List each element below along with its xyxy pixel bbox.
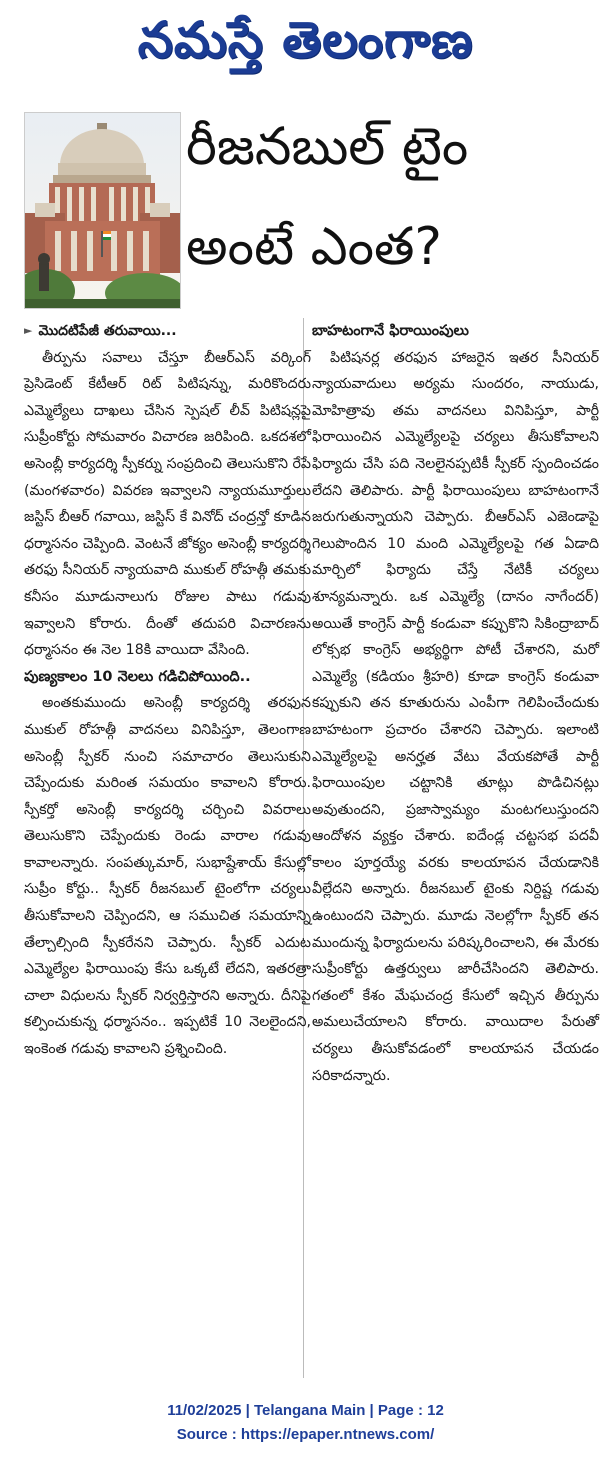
continued-label <box>24 318 311 345</box>
footer-source[interactable]: Source : https://epaper.ntnews.com/ <box>176 1426 435 1443</box>
left-paragraph-2: అంతకుముందు అసెంబ్లీ కార్యదర్శి తరఫున ముకుల్ రోహత్గీ వాదనలు వినిపిస్తూ, తెలంగాణ అసెంబ్లీ స్పీకర్ నుంచి సమాచారం తెలుసుకుని చెప్పేందుకు మరింత సమయం కావాలని కోరారు. స్పీకర్తో అసెంబ్లీ కార్యదర్శి చర్చించి వివరాలు తెలుసుకొని చెప్పేందుకు రెండు వారాల గడువు కావాలన్నారు. సంపత్కుమార్, సుభాష్దేశాయ్ కేసుల్లో సుప్రీం కోర్టు.. స్పీకర్ రీజనబుల్ టైంలోగా చర్యలు తీసుకోవాలని చెప్పిందని, ఆ సముచిత సమయాన్ని తేల్చాల్సింది స్పీకరేనని చెప్పారు. స్పీకర్ ఎదుట ఎమ్మెల్యేల ఫిరాయింపు కేసు ఒక్కటే లేదని, ఇతరత్రా చాలా విధులను స్పీకర్ నిర్వర్తిస్తారని అన్నారు. దీనిపై కల్పించుకున్న ధర్మాసనం.. ఇప్పటికే 10 నెలలైందని, ఇంకెంత గడువు కావాలని ప్రశ్నించింది. <box>24 695 311 1058</box>
footer-date-page: 11/02/2025 | Telangana Main | Page : 12 <box>167 1402 444 1419</box>
left-paragraph-1: తీర్పును సవాలు చేస్తూ బీఆర్ఎస్ వర్కింగ్ ప్రెసిడెంట్ కేటీఆర్ రిట్ పిటిషన్ను, మరికొందరు ఎమ్మెల్యేలు దాఖలు చేసిన స్పెషల్ లీవ్ పిటిషన్లపై సుప్రీంకోర్టు సోమవారం విచారణ జరిపింది. ఒకదశలో అసెంబ్లీ కార్యదర్శి స్పీకర్ను సంప్రదించి తెలుసుకొని రేపే (మంగళవారం) వివరణ ఇవ్వాలని న్యాయమూర్తులు జస్టిస్ బీఆర్ గవాయి, జస్టిస్ కే వినోద్ చంద్రన్తో కూడిన ధర్మాసనం చెప్పింది. వెంటనే జోక్యం అసెంబ్లీ కార్యదర్శి తరఫు సీనియర్ న్యాయవాది ముకుల్ రోహత్గీ తమకు కనీసం మూడునాలుగు రోజుల పాటు గడువు ఇవ్వాలని కోరారు. దీంతో తదుపరి విచారణను ధర్మాసనం ఈ నెల 18కి వాయిదా వేసింది. <box>24 349 311 659</box>
right-subhead: బాహటంగానే ఫిరాయింపులు <box>312 323 469 339</box>
right-column <box>312 318 599 1089</box>
headline <box>186 110 596 310</box>
triangle-arrow-icon: ► <box>24 324 33 337</box>
left-subhead: పుణ్యకాలం 10 నెలలు గడిచిపోయింది.. <box>24 668 251 685</box>
right-paragraph-1: పిటిషనర్ల తరఫున హాజరైన ఇతర సీనియర్ న్యాయవాదులు అర్యమ సుందరం, నాయుడు, మోహిత్రావు తమ వాదనలు వినిపిస్తూ, పార్టీ ఫిరాయించిన ఎమ్మెల్యేలపై చర్యలు తీసుకోవాలని ఫిర్యాదు చేసి పది నెలలైనప్పటికీ స్పీకర్ స్పందించడం లేదని తెలిపారు. పార్టీ ఫిరాయింపులు బాహటంగానే జరుగుతున్నాయని చెప్పారు. బీఆర్ఎస్ ఎజెండాపై గెలుపొందిన 10 మంది ఎమ్మెల్యేలపై గత ఏడాది మార్చిలో ఫిర్యాదు చేస్తే నేటికీ చర్యలు శూన్యమన్నారు. ఒక ఎమ్మెల్యే (దానం నాగేందర్) అయితే కాంగ్రెస్ పార్టీ కండువా కప్పుకొని సికింద్రాబాద్ లోక్సభ కాంగ్రెస్ అభ్యర్థిగా పోటీ చేశారని, మరో ఎమ్మెల్యే (కడియం శ్రీహరి) కూడా కాంగ్రెస్ కండువా కప్పుకుని తన కూతురును ఎంపీగా గెలిపించేందుకు బాహటంగా ప్రచారం చేశారని చెప్పారు. ఇలాంటి ఎమ్మెల్యేలపై అనర్హత వేటు వేయకపోతే పార్టీ ఫిరాయింపుల చట్టానికి తూట్లు పొడిచినట్లు అవుతుందని, ప్రజాస్వామ్యం మంటగలుస్తుందని ఆందోళన వ్యక్తం చేశారు. ఐదేండ్ల చట్టసభ పదవీ కాలం పూర్తయ్యే వరకు కాలయాపన చేయడానికి వీల్లేదని అన్నారు. రీజనబుల్ టైంకు నిర్దిష్ట గడువు ఉంటుందని చెప్పారు. మూడు నెలల్లోగా స్పీకర్ తన ముందున్న ఫిర్యాదులను పరిష్కరించాలని, ఈ మేరకు సుప్రీంకోర్టు ఉత్తర్వులు జారీచేసిందని తెలిపారు. గతంలో కేశం మేఘచంద్ర కేసులో ఇచ్చిన తీర్పును అమలుచేయాలని కోరారు. వాయిదాల పేరుతో చర్యలు తీసుకోవడంలో కాలయాపన చేయడం సరికాదన్నారు. <box>312 349 599 1084</box>
supreme-court-photo <box>24 112 181 309</box>
masthead <box>0 0 611 92</box>
headline-line-2: అంటే ఎంత? <box>186 217 443 277</box>
masthead-title: నమస్తే తెలంగాణ <box>137 10 474 69</box>
left-column <box>24 318 311 1063</box>
continued-text: మొదటిపేజీ తరువాయి... <box>38 323 177 339</box>
headline-line-1: రీజనబుల్ టైం <box>186 117 469 177</box>
